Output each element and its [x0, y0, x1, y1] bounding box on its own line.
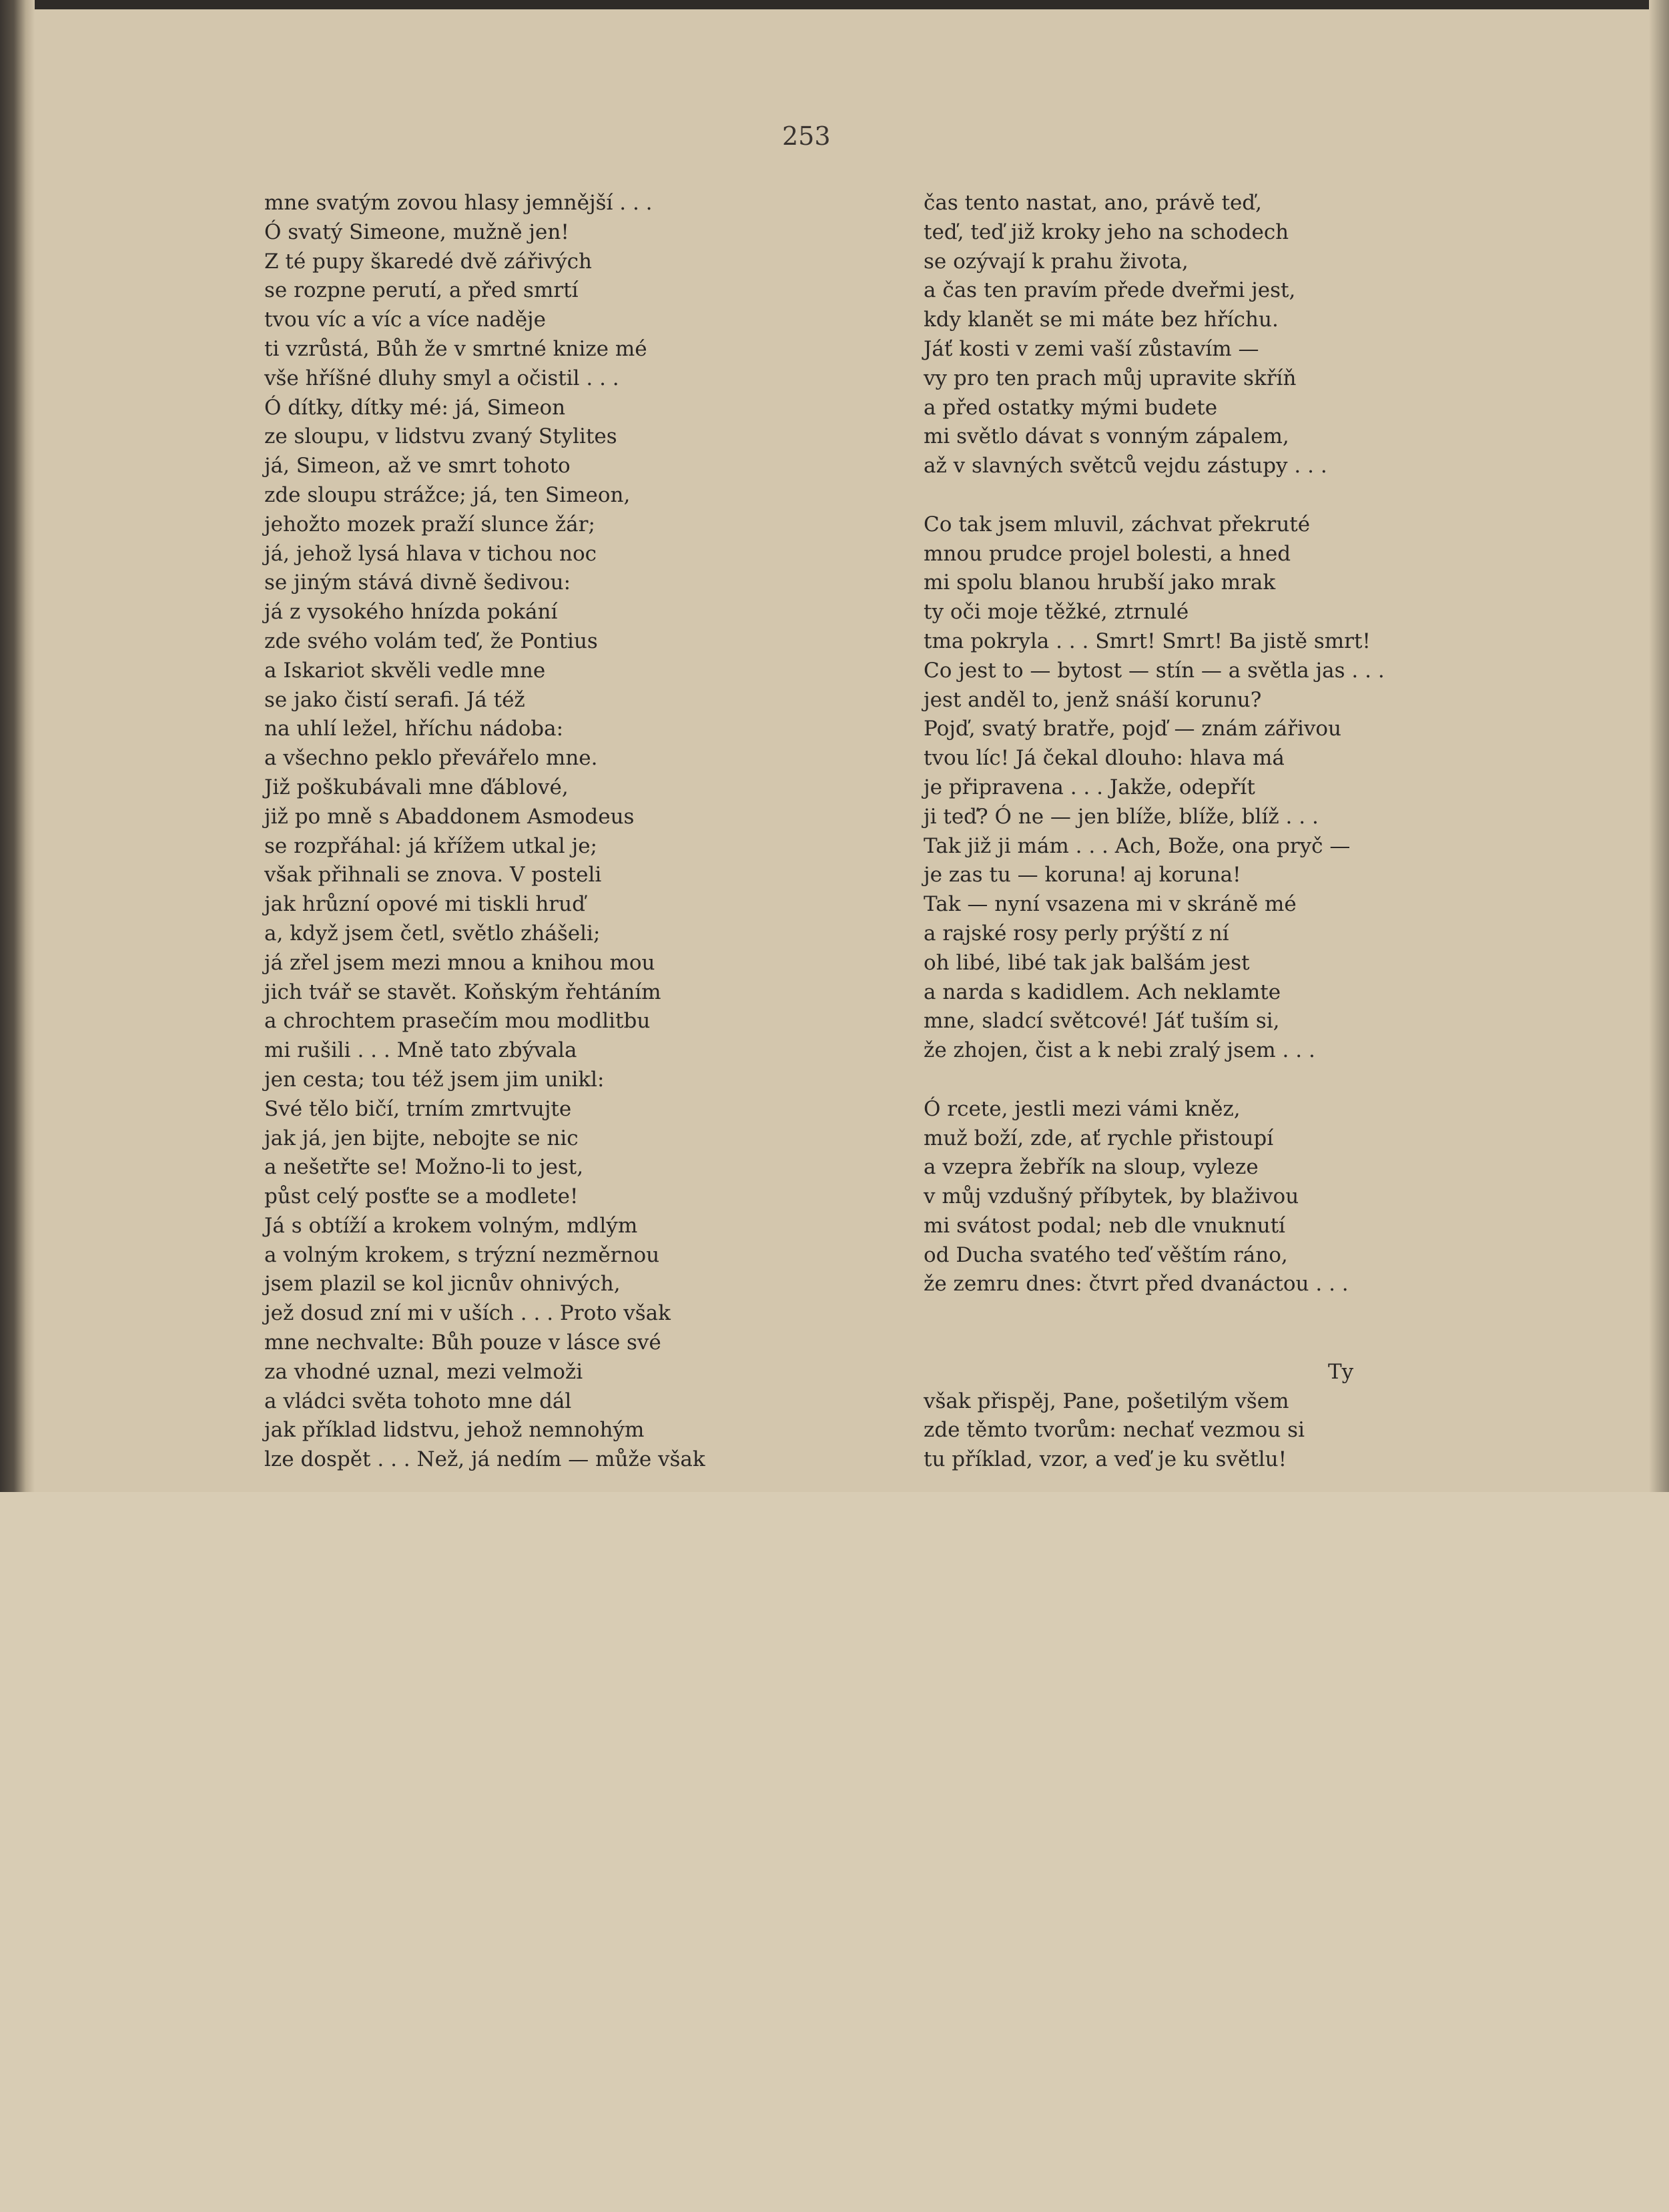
- text-line: Ó svatý Simeone, mužně jen!: [264, 220, 569, 244]
- text-line: [924, 1299, 1444, 1329]
- text-line: [924, 481, 1444, 510]
- text-line: je zas tu — koruna! aj koruna!: [924, 863, 1241, 887]
- text-line: se ozývají k prahu života,: [924, 249, 1189, 274]
- text-line: ty oči moje těžké, ztrnulé: [924, 600, 1189, 625]
- text-line: vše hříšné dluhy smyl a očistil . . .: [264, 366, 619, 390]
- blank-background: [0, 1492, 1669, 2212]
- text-line: jen cesta; tou též jsem jim unikl:: [264, 1067, 605, 1092]
- text-line: mne, sladcí světcové! Jáť tuším si,: [924, 1009, 1280, 1034]
- text-line: ti vzrůstá, Bůh že v smrtné knize mé: [264, 336, 647, 361]
- text-line: Z té pupy škaredé dvě zářivých: [264, 249, 592, 274]
- text-line: zde sloupu strážce; já, ten Simeon,: [264, 482, 631, 507]
- text-line: jak hrůzní opové mi tiskli hruď: [264, 892, 585, 917]
- text-line: se jako čistí serafi. Já též: [264, 687, 525, 712]
- text-line: půst celý posťte se a modlete!: [264, 1184, 579, 1209]
- text-line: ji teď? Ó ne — jen blíže, blíže, blíž . . .: [924, 804, 1319, 829]
- text-line: a čas ten pravím přede dveřmi jest,: [924, 278, 1296, 303]
- text-line: od Ducha svatého teď věštím ráno,: [924, 1242, 1288, 1267]
- text-line: mi svátost podal; neb dle vnuknutí: [924, 1213, 1285, 1238]
- text-line: lze dospět . . . Než, já nedím — může však: [264, 1447, 705, 1472]
- text-line: [924, 1329, 1444, 1358]
- page-right-edge: [1649, 0, 1669, 1492]
- text-line: a všechno peklo převářelo mne.: [264, 746, 598, 771]
- text-line: Co tak jsem mluvil, záchvat překruté: [924, 512, 1311, 536]
- text-line: tma pokryla . . . Smrt! Smrt! Ba jistě smrt!: [924, 629, 1371, 653]
- text-line: jak já, jen bijte, nebojte se nic: [264, 1126, 579, 1150]
- text-line: v můj vzdušný příbytek, by blaživou: [924, 1184, 1299, 1209]
- text-line: že zhojen, čist a k nebi zralý jsem . . .: [924, 1038, 1315, 1063]
- text-line: a, když jsem četl, světlo zhášeli;: [264, 921, 601, 946]
- text-line: já zřel jsem mezi mnou a knihou mou: [264, 950, 655, 975]
- text-line: a vzepra žebřík na sloup, vyleze: [924, 1155, 1259, 1180]
- text-line: na uhlí ležel, hříchu nádoba:: [264, 717, 564, 741]
- text-line: oh libé, libé tak jak balšám jest: [924, 950, 1250, 975]
- book-gutter-shadow: [0, 0, 35, 1492]
- text-line: Já s obtíží a krokem volným, mdlým: [264, 1213, 638, 1238]
- text-line: a nešetřte se! Možno-li to jest,: [264, 1155, 584, 1180]
- text-line: jest anděl to, jenž snáší korunu?: [924, 687, 1262, 712]
- text-line: [924, 1066, 1444, 1095]
- text-line: se jiným stává divně šedivou:: [264, 571, 571, 595]
- text-line: Tak — nyní vsazena mi v skráně mé: [924, 892, 1297, 917]
- right-text-column: [924, 189, 1444, 1475]
- text-line: se rozpřáhal: já křížem utkal je;: [264, 833, 597, 858]
- text-line: mnou prudce projel bolesti, a hned: [924, 541, 1291, 566]
- text-line: Své tělo bičí, trním zmrtvujte: [264, 1096, 572, 1121]
- text-line: až v slavných světců vejdu zástupy . . .: [924, 454, 1327, 478]
- text-line: a rajské rosy perly prýští z ní: [924, 921, 1229, 946]
- text-line: jsem plazil se kol jicnův ohnivých,: [264, 1272, 621, 1297]
- text-line: teď, teď již kroky jeho na schodech: [924, 220, 1289, 244]
- text-line: mne svatým zovou hlasy jemnější . . .: [264, 191, 653, 215]
- page-number: 253: [782, 121, 831, 151]
- text-line: čas tento nastat, ano, právě teď,: [924, 191, 1262, 215]
- text-line: mi světlo dávat s vonným zápalem,: [924, 424, 1289, 449]
- text-line: je připravena . . . Jakže, odepřít: [924, 775, 1255, 799]
- text-line: mi rušili . . . Mně tato zbývala: [264, 1038, 577, 1063]
- text-line: Tak již ji mám . . . Ach, Bože, ona pryč —: [924, 833, 1351, 858]
- text-line: vy pro ten prach můj upravite skříň: [924, 366, 1297, 390]
- text-line: a volným krokem, s trýzní nezměrnou: [264, 1242, 660, 1267]
- text-line: však přihnali se znova. V posteli: [264, 863, 602, 887]
- text-line: Co jest to — bytost — stín — a světla jas . . .: [924, 658, 1385, 683]
- text-line: Ó rcete, jestli mezi vámi kněz,: [924, 1096, 1241, 1121]
- text-line: jehožto mozek praží slunce žár;: [264, 512, 595, 536]
- text-line: Ty: [1328, 1359, 1354, 1384]
- left-text-column: [264, 189, 745, 1475]
- text-line: zde těmto tvorům: nechať vezmou si: [924, 1418, 1305, 1443]
- text-line: jež dosud zní mi v uších . . . Proto však: [264, 1301, 671, 1326]
- text-line: já, Simeon, až ve smrt tohoto: [264, 454, 571, 478]
- text-line: Pojď, svatý bratře, pojď — znám zářivou: [924, 717, 1342, 741]
- text-line: tvou víc a víc a více naděje: [264, 308, 546, 332]
- text-line: a vládci světa tohoto mne dál: [264, 1389, 572, 1413]
- text-line: ze sloupu, v lidstvu zvaný Stylites: [264, 424, 617, 449]
- page-top-edge: [0, 0, 1669, 9]
- text-line: jak příklad lidstvu, jehož nemnohým: [264, 1418, 645, 1443]
- text-line: já z vysokého hnízda pokání: [264, 600, 558, 625]
- text-line: a narda s kadidlem. Ach neklamte: [924, 980, 1281, 1004]
- text-line: Již poškubávali mne ďáblové,: [264, 775, 569, 799]
- text-line: a před ostatky mými budete: [924, 395, 1218, 420]
- text-line: mi spolu blanou hrubší jako mrak: [924, 571, 1276, 595]
- text-line: že zemru dnes: čtvrt před dvanáctou . . .: [924, 1272, 1349, 1297]
- text-line: za vhodné uznal, mezi velmoži: [264, 1359, 583, 1384]
- text-line: již po mně s Abaddonem Asmodeus: [264, 804, 635, 829]
- text-line: zde svého volám teď, že Pontius: [264, 629, 598, 653]
- text-line: já, jehož lysá hlava v tichou noc: [264, 541, 597, 566]
- text-line: mne nechvalte: Bůh pouze v lásce své: [264, 1331, 661, 1355]
- text-line: se rozpne perutí, a před smrtí: [264, 278, 579, 303]
- text-line: Ó dítky, dítky mé: já, Simeon: [264, 395, 566, 420]
- text-line: tvou líc! Já čekal dlouho: hlava má: [924, 746, 1285, 771]
- text-line: kdy klanět se mi máte bez hříchu.: [924, 308, 1279, 332]
- text-line: a chrochtem prasečím mou modlitbu: [264, 1009, 651, 1034]
- text-line: však přispěj, Pane, pošetilým všem: [924, 1389, 1289, 1413]
- text-line: a Iskariot skvěli vedle mne: [264, 658, 546, 683]
- text-line: tu příklad, vzor, a veď je ku světlu!: [924, 1447, 1287, 1472]
- text-line: Jáť kosti v zemi vaší zůstavím —: [924, 336, 1259, 361]
- text-line: jich tvář se stavět. Koňským řehtáním: [264, 980, 661, 1004]
- text-line: muž boží, zde, ať rychle přistoupí: [924, 1126, 1274, 1150]
